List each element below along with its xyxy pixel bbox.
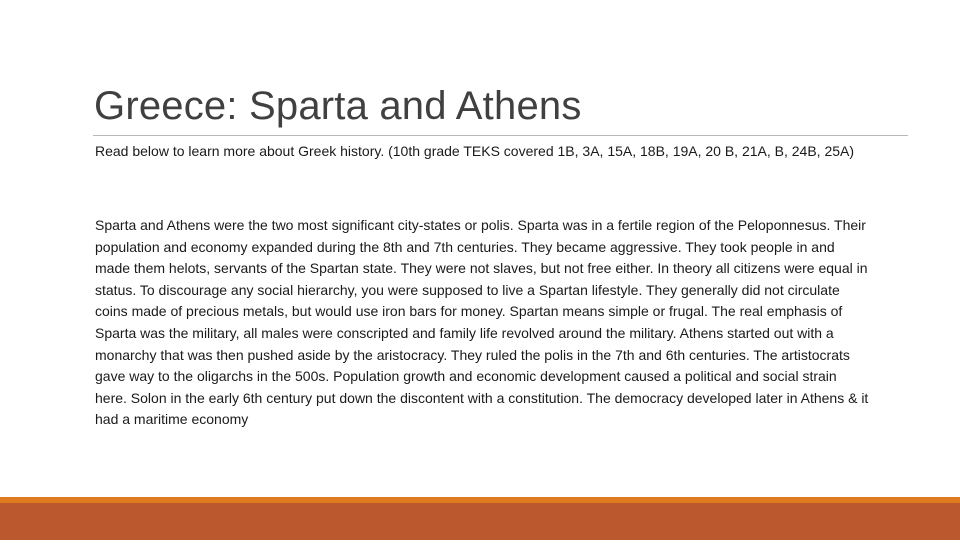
title-divider	[93, 135, 908, 136]
intro-paragraph: Read below to learn more about Greek history. (10th grade TEKS covered 1B, 3A, 15A, 18B, 19A, 20 B, 21A, B, 24B, 25A)	[95, 143, 855, 159]
footer-bar	[0, 503, 960, 540]
body-paragraph: Sparta and Athens were the two most significant city-states or polis. Sparta was in a fertile region of the Peloponnesus. Their population and economy expanded during the 8th and 7th centuries. They became aggressive. They took people in and made them helots, servants of the Spartan state. They were not slaves, but not free either. In theory all citizens were equal in status. To discourage any social hierarchy, you were supposed to live a Spartan lifestyle. They generally did not circulate coins made of precious metals, but would use iron bars for money. Spartan means simple or frugal. The real emphasis of Sparta was the military, all males were conscripted and family life revolved around the military. Athens started out with a monarchy that was then pushed aside by the aristocracy. They ruled the polis in the 7th and 6th centuries. The artistocrats gave way to the oligarchs in the 500s. Population growth and economic development caused a political and social strain here. Solon in the early 6th century put down the discontent with a constitution. The democracy developed later in Athens & it had a maritime economy	[95, 217, 869, 428]
slide-title: Greece: Sparta and Athens	[94, 84, 582, 128]
